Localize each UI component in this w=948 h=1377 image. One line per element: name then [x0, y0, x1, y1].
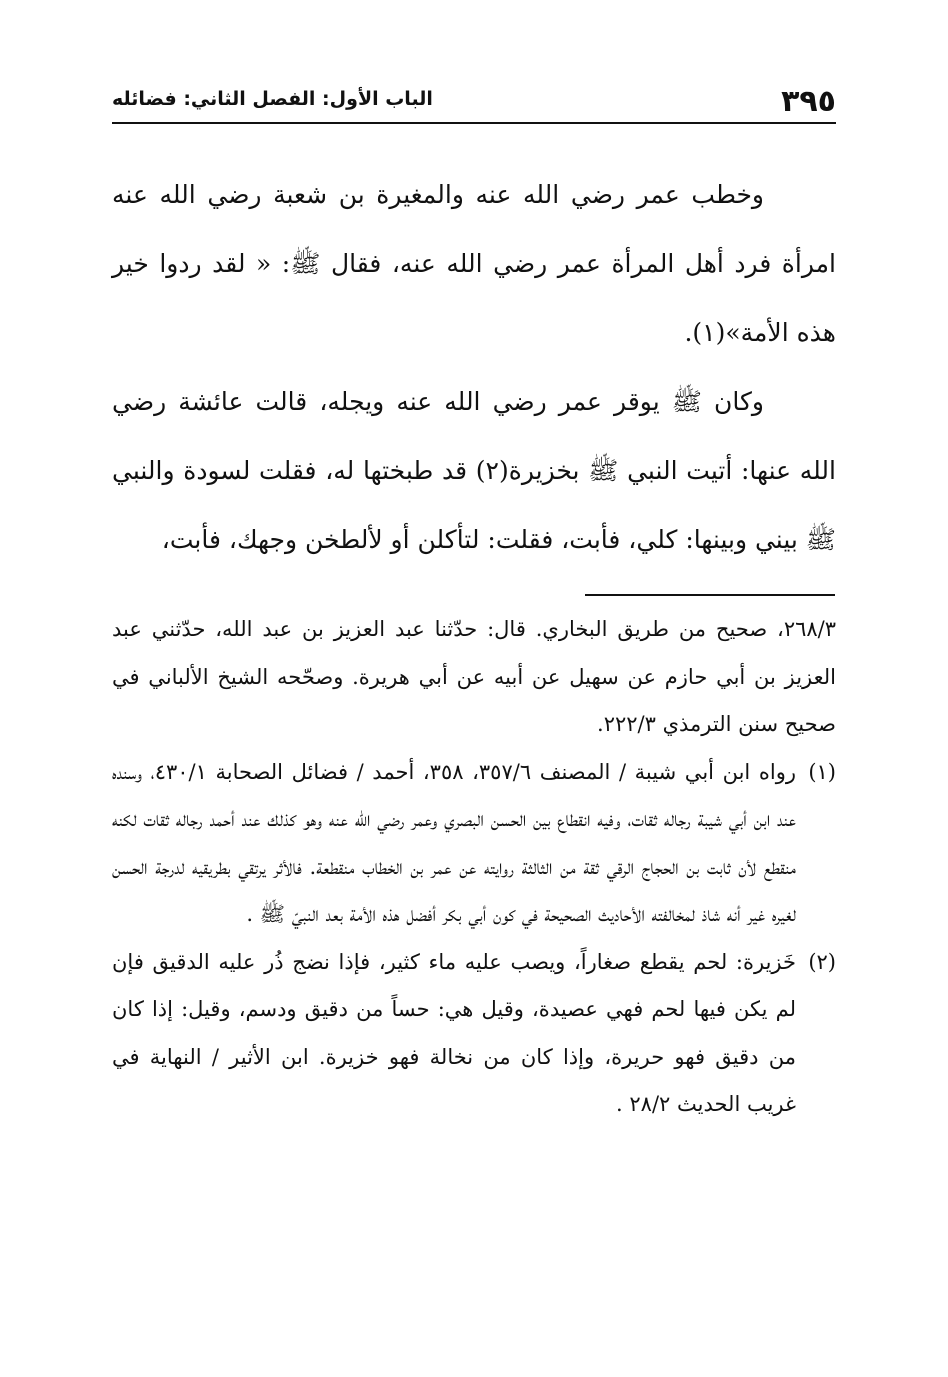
- running-title: الباب الأول: الفصل الثاني: فضائله: [112, 88, 433, 110]
- footnote-number: (١): [808, 759, 836, 784]
- footnote-2: [112, 939, 836, 1129]
- footnote-text: خَزيرة: لحم يقطع صغاراً، ويصب عليه ماء كثير، فإذا نضج ذُر عليه الدقيق فإن لم يكن فيها لحم فهي عصيدة، وقيل هي: حساً من دقيق ودسم، وقيل: إذا كان من دقيق فهو حريرة، وإذا كان من نخالة فهو خزيرة. ابن الأثير / النهاية في غريب الحديث ٢٨/٢ .: [112, 949, 796, 1116]
- footnote-text: رواه ابن أبي شيبة / المصنف ٣٥٧/٦، ٣٥٨، أحمد / فضائل الصحابة ٤٣٠/١، وسنده عند ابن أبي شيبة رجاله ثقات، وفيه انقطاع بين الحسن البصري وعمر رضي الله عنه وهو كذلك عند أحمد رجاله ثقات لكنه منقطع لأن ثابت بن الحجاج الرقي ثقة من الثالثة روايته عن عمر بن الخطاب منقطعة. فالأثر يرتقي بطريقيه لدرجة الحسن لغيره غير أنه شاذ لمخالفته الأحاديث الصحيحة في كون أبي بكر أفضل هذه الأمة بعد النبيّ ﷺ .: [112, 759, 796, 926]
- footnotes: [112, 606, 836, 1129]
- footnote-separator: [585, 594, 835, 596]
- page-header: [112, 84, 836, 124]
- paragraph: وكان ﷺ يوقر عمر رضي الله عنه ويجله، قالت عائشة رضي الله عنها: أتيت النبي ﷺ بخزيرة(٢) قد طبختها له، فقلت لسودة والنبي ﷺ بيني وبينها: كلي، فأبت، فقلت: لتأكلن أو لألطخن وجهك، فأبت،: [112, 387, 836, 554]
- page-number: ٣٩٥: [781, 84, 836, 119]
- footnote-number: (٢): [808, 949, 836, 974]
- footnote-continued: ٢٦٨/٣، صحيح من طريق البخاري. قال: حدّثنا عبد العزيز بن عبد الله، حدّثني عبد العزيز بن أبي حازم عن سهيل عن أبيه عن أبي هريرة. وصحّحه الشيخ الألباني في صحيح سنن الترمذي ٢٢٢/٣.: [112, 617, 837, 736]
- paragraph: وخطب عمر رضي الله عنه والمغيرة بن شعبة رضي الله عنه امرأة فرد أهل المرأة عمر رضي الله عنه، فقال ﷺ: « لقد ردوا خير هذه الأمة»(١).: [112, 180, 836, 347]
- footnote-1: [112, 749, 836, 939]
- main-text: [112, 160, 836, 574]
- header-rule: [112, 122, 836, 124]
